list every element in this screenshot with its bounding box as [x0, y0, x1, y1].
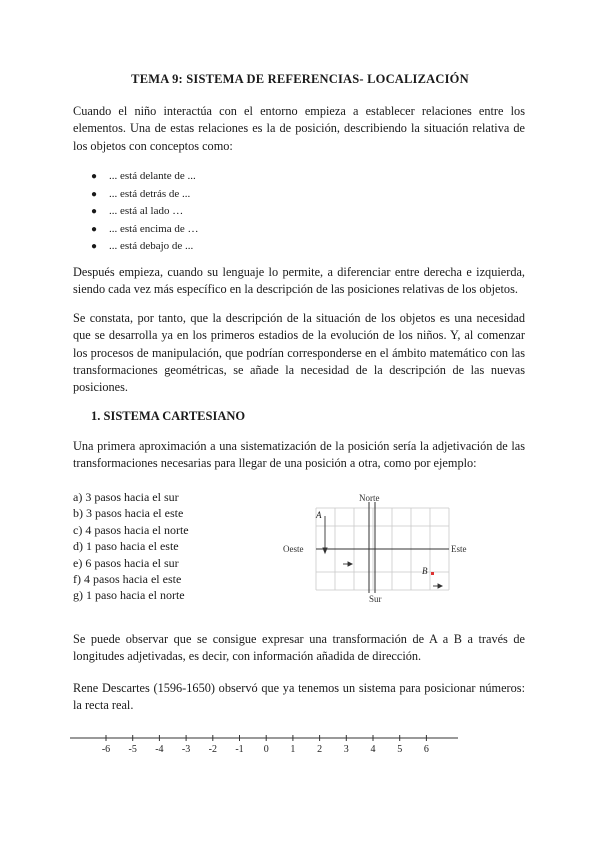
list-item: b) 3 pasos hacia el este [73, 506, 184, 521]
list-item-text: ... está debajo de ... [109, 240, 194, 252]
number-line-tick-label: -3 [181, 744, 191, 755]
list-item [91, 238, 199, 256]
list-item-text: ... está delante de ... [109, 170, 196, 182]
number-line-tick-label: -4 [155, 744, 164, 755]
north-label: Norte [359, 493, 380, 503]
page-title: TEMA 9: SISTEMA DE REFERENCIAS- LOCALIZACIÓN [131, 72, 469, 86]
paragraph-systematization: Una primera aproximación a una sistematización de la posición sería la adjetivación de las transformaciones necesarias para llegar de una posición a otra, como por ejemplo: [73, 439, 525, 471]
bullet-icon: ● [91, 171, 98, 182]
compass-grid-figure [283, 490, 508, 605]
list-item-text: ... está detrás de ... [109, 187, 191, 200]
intro-paragraph: Cuando el niño interactúa con el entorno empieza a establecer relaciones entre los elementos. Una de estas relaciones es la de posición, describiendo la situación relativa de los objetos con conceptos como: [73, 104, 525, 153]
list-item: f) 4 pasos hacia el este [73, 572, 182, 587]
compass-axes [316, 502, 449, 593]
number-line-tick-label: 3 [343, 744, 349, 755]
list-item: e) 6 pasos hacia el sur [73, 555, 179, 570]
list-item [91, 186, 199, 204]
number-line-tick-label: -1 [235, 744, 244, 755]
west-label: Oeste [283, 544, 304, 554]
list-item: d) 1 paso hacia el este [73, 539, 179, 554]
steps-list [73, 489, 189, 604]
number-line-tick-label: -6 [101, 744, 111, 755]
bullet-icon: ● [91, 223, 98, 235]
list-item-text: ... está al lado … [109, 205, 184, 217]
list-item [91, 221, 199, 239]
point-a-label: A [316, 510, 322, 520]
number-line-tick-label: -5 [128, 744, 137, 755]
number-line-tick-label: 4 [370, 744, 376, 755]
east-label: Este [451, 544, 467, 554]
paragraph-transformation-a-b: Se puede observar que se consigue expresar una transformación de A a B a través de longitudes adjetivadas, es decir, con información añadida de dirección. [73, 632, 525, 664]
list-item: g) 1 paso hacia el norte [73, 588, 185, 603]
number-line-tick-label: 1 [290, 744, 296, 755]
number-line-tick-label: -2 [208, 744, 217, 755]
list-item [91, 168, 199, 186]
paragraph-left-right: Después empieza, cuando su lenguaje lo permite, a diferenciar entre derecha e izquierda, siendo cada vez más específico en la descripción de las posiciones relativas de los objetos. [73, 265, 525, 297]
number-line-tick-label: 2 [317, 744, 323, 755]
list-item: c) 4 pasos hacia el norte [73, 522, 189, 537]
path-arrows [323, 516, 442, 588]
paragraph-transformations: Se constata, por tanto, que la descripción de la situación de los objetos es una necesidad que se desarrolla ya en los primeros estadios de la evolución de los niños. Y, al comenzar los procesos de manipulación, que podrían corresponderse en el ámbito matemático con las transformaciones geométricas, se añade la necesidad de la descripción de las nuevas posiciones. [73, 311, 525, 395]
number-line-tick-label: 5 [397, 744, 403, 755]
list-item-text: ... está encima de … [109, 222, 199, 235]
number-line-tick-label: 0 [263, 744, 269, 755]
point-b-marker [431, 572, 434, 575]
number-line-tick-label: 6 [423, 744, 429, 755]
list-item: a) 3 pasos hacia el sur [73, 490, 179, 504]
number-line [70, 730, 460, 760]
position-concepts-list [91, 168, 199, 256]
paragraph-descartes: Rene Descartes (1596-1650) observó que ya tenemos un sistema para posicionar números: la recta real. [73, 681, 525, 713]
bullet-icon: ● [91, 241, 98, 252]
south-label: Sur [369, 594, 382, 604]
section-heading-cartesian: 1. SISTEMA CARTESIANO [91, 409, 246, 423]
list-item [91, 203, 199, 221]
bullet-icon: ● [91, 188, 98, 200]
bullet-icon: ● [91, 206, 98, 217]
point-b-label: B [422, 566, 428, 576]
